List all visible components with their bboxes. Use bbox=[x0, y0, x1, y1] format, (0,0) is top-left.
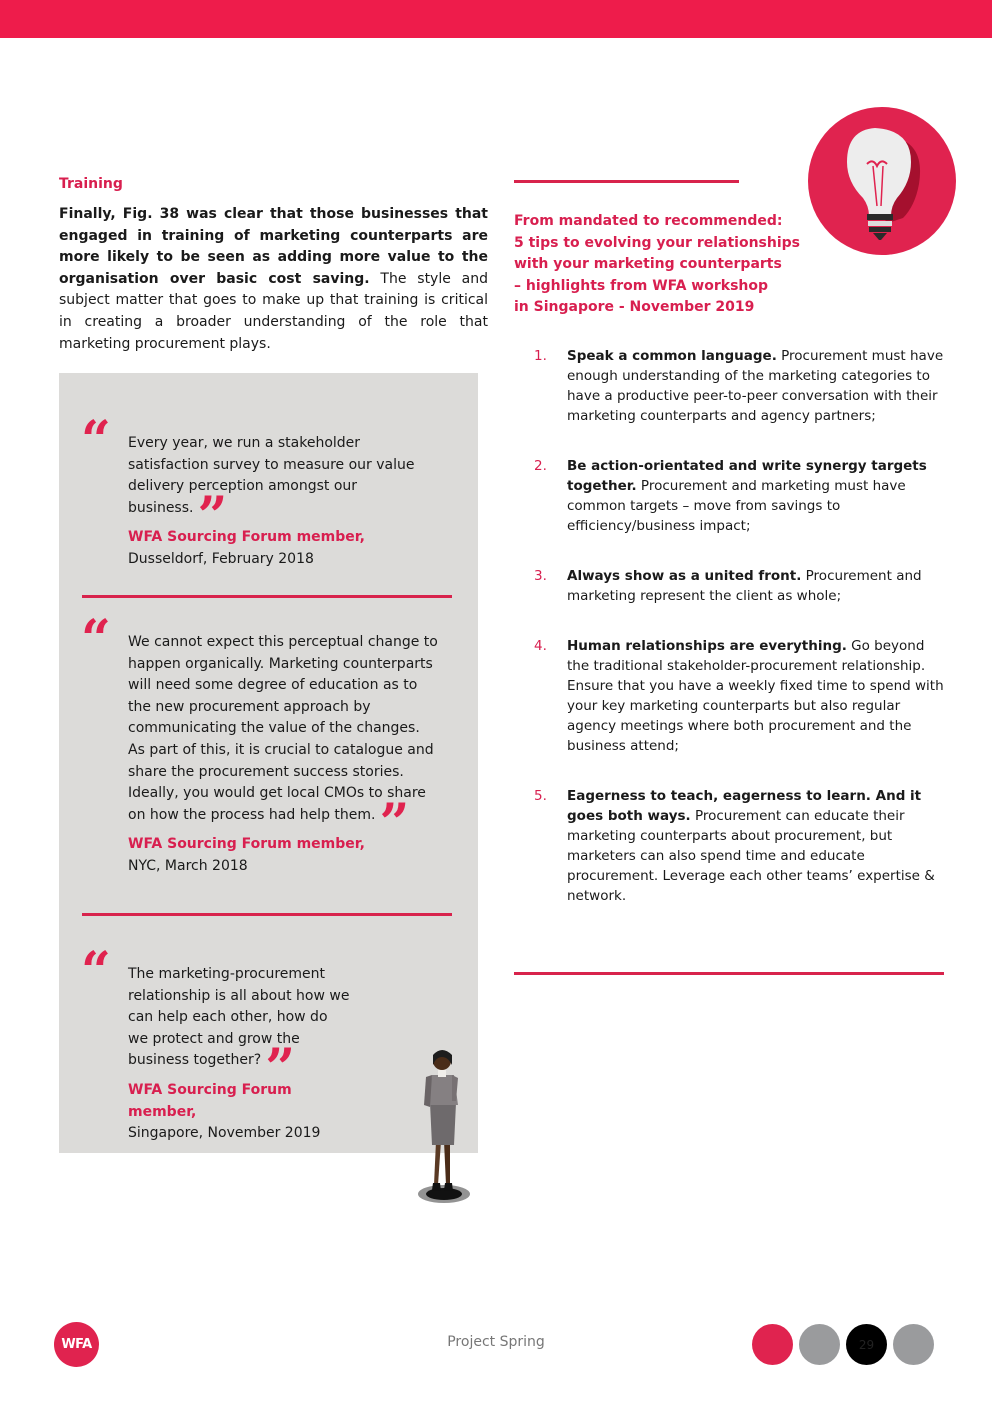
quote-divider bbox=[82, 913, 452, 916]
businesswoman-illustration bbox=[412, 1045, 474, 1207]
intro-rest: The style and subject matter that goes to make up that training is critical in creating a broader understanding of the role that marketing procurement plays. bbox=[59, 270, 488, 352]
open-quote-icon: “ bbox=[81, 941, 111, 1002]
quote-divider bbox=[82, 595, 452, 598]
open-quote-icon: “ bbox=[81, 410, 111, 471]
quote-author: WFA Sourcing Forum member, bbox=[128, 836, 365, 853]
quote-attribution bbox=[128, 527, 441, 570]
list-item: 5. Eagerness to teach, eagerness to learn. And it goes both ways. Procurement can educate their marketing counterparts about procurement, but marketers can also spend time and educate procurement. Leverage each other teams’ expertise & network. bbox=[534, 788, 935, 904]
tips-callout-heading: From mandated to recommended: 5 tips to evolving your relationships with your marketing counterparts – highlights from WFA workshop in Singapore - November 2019 bbox=[514, 213, 801, 316]
quote-place-date: Singapore, November 2019 bbox=[128, 1125, 321, 1142]
quotes-panel bbox=[59, 373, 478, 1153]
intro-bold: Finally, Fig. 38 was clear that those businesses that engaged in training of marketing counterparts are more likely to be seen as adding more value to the organisation over basic cost saving. bbox=[59, 206, 488, 287]
close-quote-icon: ” bbox=[265, 1038, 296, 1100]
tips-bottom-rule bbox=[514, 972, 944, 975]
quote-text: The marketing-procurement relationship is all about how we can help each other, how do we protect and grow the business together?” bbox=[128, 966, 350, 1100]
close-quote-icon: ” bbox=[379, 792, 410, 854]
training-intro bbox=[59, 204, 488, 355]
wfa-logo: WFA bbox=[54, 1322, 99, 1367]
quote-place-date: Dusseldorf, February 2018 bbox=[128, 550, 314, 567]
top-color-bar bbox=[0, 0, 992, 38]
tips-list bbox=[534, 346, 944, 936]
quote-place-date: NYC, March 2018 bbox=[128, 857, 248, 874]
list-item: 1. Speak a common language. Procurement must have enough understanding of the marketing categories to have a productive peer-to-peer conversation with their marketing counterparts and agency partners; bbox=[534, 348, 944, 424]
page-number: 29 bbox=[846, 1324, 887, 1365]
footer-dot bbox=[893, 1324, 934, 1365]
close-quote-icon: ” bbox=[197, 485, 228, 547]
section-title: Training bbox=[59, 176, 123, 192]
list-item: 2. Be action-orientated and write synergy targets together. Procurement and marketing must have common targets – move from savings to efficiency/business impact; bbox=[534, 458, 927, 534]
quote-text: We cannot expect this perceptual change to happen organically. Marketing counterparts will need some degree of education as to the new procurement approach by communicating the value of the changes. As part of this, it is crucial to catalogue and share the procurement success stories. Ideally, you would get local CMOs to share on how the process had help them.” bbox=[128, 634, 438, 854]
quote-attribution bbox=[128, 1080, 351, 1145]
footer-title: Project Spring bbox=[447, 1334, 545, 1350]
quote-author: WFA Sourcing Forum member, bbox=[128, 1081, 292, 1120]
quote-block bbox=[81, 609, 441, 878]
quote-block bbox=[81, 941, 351, 1145]
quote-block bbox=[81, 410, 441, 571]
quote-author: WFA Sourcing Forum member, bbox=[128, 529, 365, 546]
footer-dot bbox=[752, 1324, 793, 1365]
list-item: 4. Human relationships are everything. Go beyond the traditional stakeholder-procurement relationship. Ensure that you have a weekly fixed time to spend with your key marketing counterparts but also regular agency meetings where both procurement and the business attend; bbox=[534, 638, 944, 754]
open-quote-icon: “ bbox=[81, 609, 111, 670]
lightbulb-icon bbox=[807, 106, 957, 256]
list-item: 3. Always show as a united front. Procurement and marketing represent the client as whole; bbox=[534, 568, 922, 604]
footer-dot bbox=[799, 1324, 840, 1365]
quote-text: Every year, we run a stakeholder satisfaction survey to measure our value delivery perception amongst our business.” bbox=[128, 435, 415, 547]
training-section bbox=[59, 176, 488, 355]
callout-top-rule bbox=[514, 180, 739, 183]
